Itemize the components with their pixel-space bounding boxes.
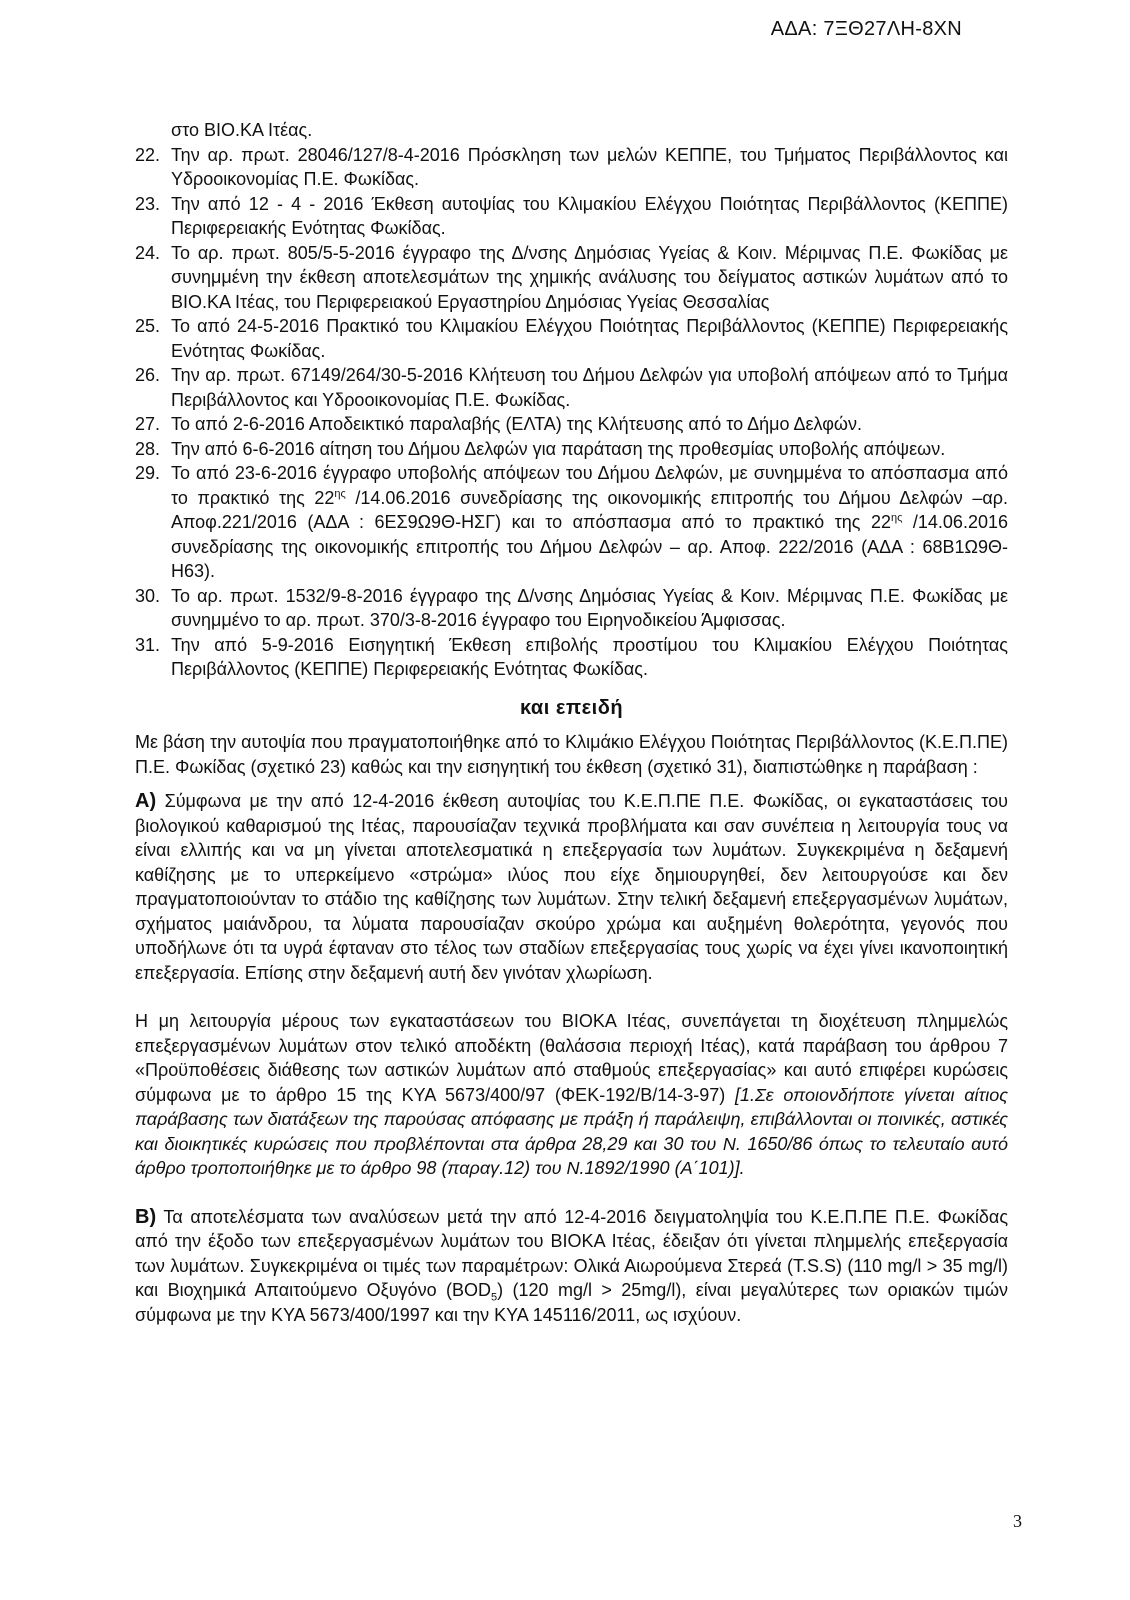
list-item-number: 26.: [135, 365, 161, 385]
list-item-number: 30.: [135, 585, 161, 606]
list-item-number: 22.: [135, 144, 161, 165]
legal-paragraph: [135, 1009, 1008, 1181]
list-item-number: 31.: [135, 634, 161, 655]
list-item-number: 27.: [135, 414, 161, 434]
list-item-text: Το αρ. πρωτ. 805/5-5-2016 έγγραφο της Δ/νσης Δημόσιας Υγείας & Κοιν. Μέριμνας Π.Ε. Φωκίδας με συνημμένη την έκθεση αποτελεσμάτων της χημικής ανάλυσης του δείγματος αστικών λυμάτων από το ΒΙΟ.ΚΑ Ιτέας, του Περιφερειακού Εργαστηρίου Δημόσιας Υγείας Θεσσαλίας: [171, 242, 1008, 312]
list-item: [135, 314, 1008, 363]
list-item-number: 29.: [135, 463, 161, 483]
list-item: [135, 192, 1008, 241]
section-heading: και επειδή: [519, 696, 624, 719]
list-item: [135, 437, 1008, 462]
list-item-text: /14.06.2016 συνεδρίασης της οικονομικής επιτροπής του Δήμου Δελφών – αρ. Αποφ. 222/2016 (ΑΔΑ : 68Β1Ω9Θ-Η63).: [171, 512, 1008, 581]
list-item: [135, 363, 1008, 412]
list-continuation: [135, 118, 1008, 143]
list-item: [135, 412, 1008, 437]
finding-b-paragraph: [135, 1205, 1008, 1328]
finding-b-text: ) (120 mg/l > 25mg/l), είναι μεγαλύτερες των οριακών τιμών σύμφωνα με την ΚΥΑ 5673/400/1997 και την ΚΥΑ 145116/2011, ως ισχύουν.: [135, 1280, 1008, 1325]
list-item-text: Το αρ. πρωτ. 1532/9-8-2016 έγγραφο της Δ/νσης Δημόσιας Υγείας & Κοιν. Μέριμνας Π.Ε. Φωκίδας με συνημμένο το αρ. πρωτ. 370/3-8-2016 έγγραφο του Ειρηνοδικείου Άμφισσας.: [171, 585, 1008, 630]
list-item-text: Το από 23-6-2016 έγγραφο υποβολής απόψεων του Δήμου Δελφών, με συνημμένα το απόσπασμα από το πρακτικό της 22: [171, 463, 1008, 508]
finding-a-text: Σύμφωνα με την από 12-4-2016 έκθεση αυτοψίας του Κ.Ε.Π.ΠΕ Π.Ε. Φωκίδας, οι εγκαταστάσεις του βιολογικού καθαρισμού της Ιτέας, παρουσίαζαν τεχνικά προβλήματα και σαν συνέπεια η λειτουργία τους να είναι ελλιπής και να μη γίνεται αποτελεσματικά η επεξεργασία των λυμάτων. Συγκεκριμένα η δεξαμενή καθίζησης με το υπερκείμενο «στρώμα» ιλύος που είχε δημιουργηθεί, δεν λειτουργούσε και δεν πραγματοποιούνταν το στάδιο της καθίζησης των λυμάτων. Στην τελική δεξαμενή επεξεργασμένων λυμάτων, σχήματος μαιάνδρου, τα λύματα παρουσίαζαν σκούρο χρώμα και αυξημένη θολερότητα, γεγονός που υποδήλωνε ότι τα υγρά έφταναν στο τέλος των σταδίων επεξεργασίας τους χωρίς να έχει γίνει ικανοποιητική επεξεργασία. Επίσης στην δεξαμενή αυτή δεν γινόταν χλωρίωση.: [135, 791, 1008, 983]
list-item-number: 28.: [135, 438, 161, 459]
list-item-number: 24.: [135, 242, 161, 263]
list-item: [135, 241, 1008, 315]
finding-b-text: Τα αποτελέσματα των αναλύσεων μετά την από 12-4-2016 δειγματοληψία του Κ.Ε.Π.ΠΕ Π.Ε. Φωκίδας από την έξοδο των επεξεργασμένων λυμάτων του ΒΙΟΚΑ Ιτέας, έδειξαν ότι γίνεται πλημμελής επεξεργασία των λυμάτων. Συγκεκριμένα οι τιμές των παραμέτρων: Ολικά Αιωρούμενα Στερεά (T.S.S) (110 mg/l > 35 mg/l) και Βιοχημικά Απαιτούμενο Οξυγόνο (BOD: [135, 1206, 1008, 1300]
intro-paragraph: Με βάση την αυτοψία που πραγματοποιήθηκε από το Κλιμάκιο Ελέγχου Ποιότητας Περιβάλλοντος (Κ.Ε.Π.ΠΕ) Π.Ε. Φωκίδας (σχετικό 23) καθώς και την εισηγητική του έκθεση (σχετικό 31), διαπιστώθηκε η παράβαση :: [135, 732, 1008, 777]
list-item: [135, 633, 1008, 682]
ada-code: ΑΔΑ: 7ΞΘ27ΛΗ-8ΧΝ: [770, 18, 962, 40]
list-item-text: Την από 12 - 4 - 2016 Έκθεση αυτοψίας του Κλιμακίου Ελέγχου Ποιότητας Περιβάλλοντος (ΚΕΠΠΕ) Περιφερειακής Ενότητας Φωκίδας.: [171, 193, 1008, 238]
list-item-text: Την αρ. πρωτ. 67149/264/30-5-2016 Κλήτευση του Δήμου Δελφών για υποβολή απόψεων από το Τμήμα Περιβάλλοντος και Υδροοικονομίας Π.Ε. Φωκίδας.: [171, 365, 1008, 410]
list-item-text: Την από 5-9-2016 Εισηγητική Έκθεση επιβολής προστίμου του Κλιμακίου Ελέγχου Ποιότητας Περιβάλλοντος (ΚΕΠΠΕ) Περιφερειακής Ενότητας Φωκίδας.: [171, 634, 1008, 679]
list-item: [135, 461, 1008, 584]
page-number: 3: [1013, 1511, 1022, 1531]
list-item-text: Το από 2-6-2016 Αποδεικτικό παραλαβής (ΕΛΤΑ) της Κλήτευσης από το Δήμο Δελφών.: [171, 414, 862, 434]
list-continuation-text: στο ΒΙΟ.ΚΑ Ιτέας.: [171, 120, 313, 140]
subscript: 5: [491, 1291, 498, 1304]
superscript: ης: [890, 512, 903, 524]
superscript: ης: [334, 487, 346, 500]
document-body: [135, 118, 1008, 1327]
list-item-number: 25.: [135, 316, 161, 336]
list-item-text: Την από 6-6-2016 αίτηση του Δήμου Δελφών για παράταση της προθεσμίας υποβολής απόψεων.: [171, 438, 946, 459]
reference-list: [135, 118, 1008, 682]
list-item: [135, 143, 1008, 192]
legal-text: Η μη λειτουργία μέρους των εγκαταστάσεων του ΒΙΟΚΑ Ιτέας, συνεπάγεται τη διοχέτευση πλημμελώς επεξεργασμένων λυμάτων στον τελικό αποδέκτη (θαλάσσια περιοχή Ιτέας), κατά παράβαση του άρθρου 7 «Προϋποθέσεις διάθεσης των αστικών λυμάτων από σταθμούς επεξεργασίας» και αυτό επιφέρει κυρώσεις σύμφωνα με το άρθρο 15 της ΚΥΑ 5673/400/97 (ΦΕΚ-192/Β/14-3-97): [135, 1011, 1008, 1105]
list-item-text: Το από 24-5-2016 Πρακτικό του Κλιμακίου Ελέγχου Ποιότητας Περιβάλλοντος (ΚΕΠΠΕ) Περιφερειακής Ενότητας Φωκίδας.: [171, 316, 1008, 361]
finding-a-label: Α): [135, 790, 157, 812]
list-item: [135, 584, 1008, 633]
finding-a-paragraph: [135, 789, 1008, 985]
list-item-number: 23.: [135, 193, 161, 214]
legal-citation: [1.Σε οποιονδήποτε γίνεται αίτιος παράβασης των διατάξεων της παρούσας απόφασης με πράξη ή παράλειψη, επιβάλλονται οι ποινικές, αστικές και διοικητικές κυρώσεις που προβλέπονται στα άρθρα 28,29 και 30 του Ν. 1650/86 όπως το τελευταίο αυτό άρθρο τροποποιήθηκε με το άρθρο 98 (παραγ.12) του Ν.1892/1990 (Α΄101)].: [135, 1084, 1008, 1178]
finding-b-label: Β): [135, 1205, 157, 1228]
list-item-text: /14.06.2016 συνεδρίασης της οικονομικής επιτροπής του Δήμου Δελφών –αρ. Αποφ.221/2016 (ΑΔΑ : 6ΕΣ9Ω9Θ-ΗΣΓ) και το απόσπασμα από το πρακτικό της 22: [171, 487, 1008, 532]
list-item-text: Την αρ. πρωτ. 28046/127/8-4-2016 Πρόσκληση των μελών ΚΕΠΠΕ, του Τμήματος Περιβάλλοντος και Υδροοικονομίας Π.Ε. Φωκίδας.: [171, 144, 1008, 189]
